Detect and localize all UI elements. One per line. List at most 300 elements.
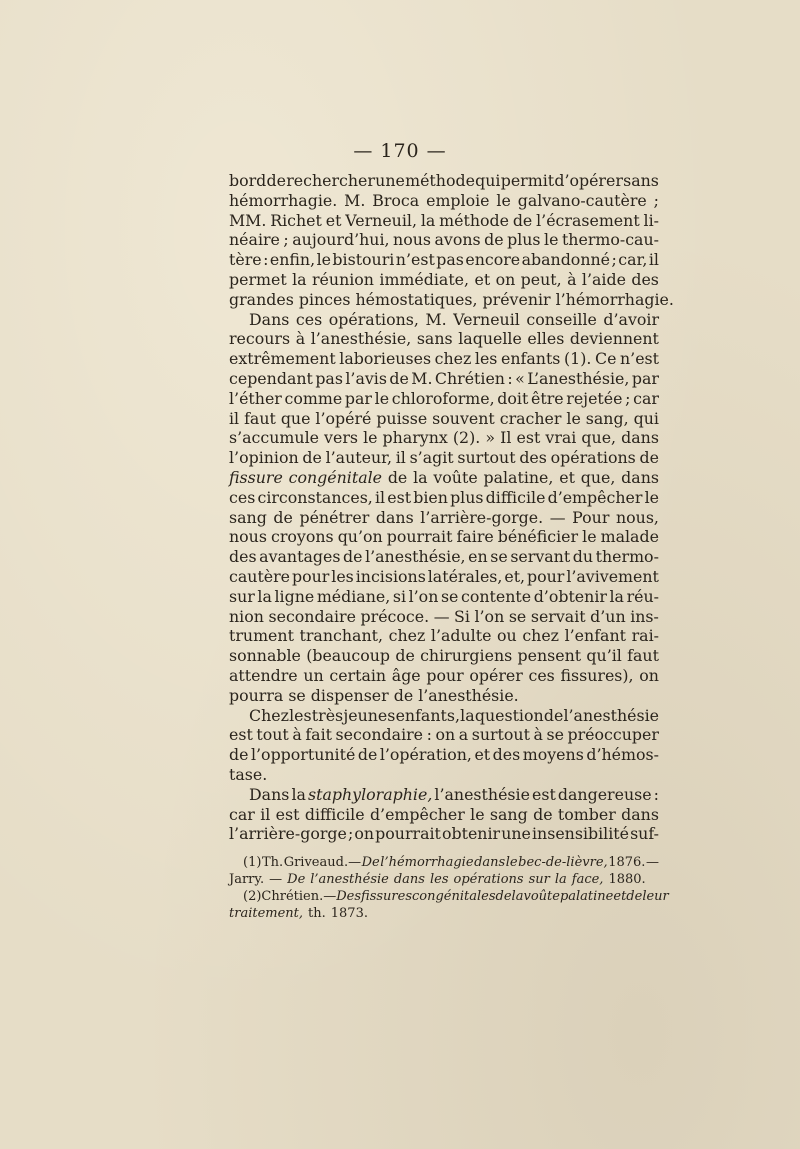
- italic-word: sur: [528, 872, 550, 887]
- word: l’on: [408, 586, 439, 606]
- italic-word: de: [626, 889, 643, 904]
- text-line: [229, 270, 659, 290]
- word: de: [273, 507, 293, 527]
- word: comme: [284, 388, 343, 408]
- italic-word: De: [287, 872, 306, 887]
- word: servait: [530, 606, 586, 626]
- word: (1).: [564, 349, 592, 369]
- word: des: [492, 745, 521, 765]
- word: Verneuil,: [345, 210, 417, 230]
- word: le: [644, 487, 659, 507]
- word: de: [639, 448, 659, 468]
- word: l’on: [474, 606, 505, 626]
- word: (beaucoup: [306, 646, 391, 666]
- text-line: [229, 567, 659, 587]
- word: l’opération,: [379, 745, 472, 765]
- word: âge: [391, 665, 421, 685]
- word: tère: [229, 250, 262, 270]
- word: permit: [500, 171, 555, 190]
- word: immédiate,: [379, 269, 470, 289]
- footnote-line: [229, 871, 659, 888]
- text-line: [229, 409, 659, 429]
- italic-word: staphyloraphie,: [308, 784, 433, 804]
- word: un: [303, 665, 324, 685]
- word: que,: [580, 467, 616, 487]
- word: surtout: [471, 725, 530, 745]
- word: permet: [229, 269, 287, 289]
- word: difficile: [485, 487, 546, 507]
- word: pour: [291, 566, 330, 586]
- italic-word: opérations: [453, 872, 524, 887]
- text-line: [229, 824, 659, 844]
- word: dans: [621, 428, 659, 448]
- word: croyons: [271, 527, 334, 547]
- word: thermo-: [595, 547, 659, 567]
- word: de: [357, 745, 378, 765]
- italic-word: les: [429, 872, 449, 887]
- word: l’arrière-gorge.: [420, 507, 544, 527]
- word: rechercher: [286, 171, 375, 190]
- italic-word: et: [613, 889, 627, 904]
- word: pour: [426, 665, 464, 685]
- word: se: [508, 606, 527, 626]
- word: doit: [497, 388, 529, 408]
- word: ;: [611, 250, 617, 270]
- word: malade: [600, 527, 659, 547]
- word: puisse: [376, 408, 428, 428]
- text-line: [229, 686, 659, 706]
- word: :: [263, 250, 269, 270]
- word: a: [458, 725, 469, 745]
- word: M.: [425, 309, 447, 329]
- word: à: [567, 269, 577, 289]
- text-line: [229, 250, 659, 270]
- italic-word: fissure: [229, 467, 283, 487]
- word: thermo-cau-: [561, 230, 659, 250]
- text-line: [229, 785, 659, 805]
- italic-word: leur: [642, 889, 669, 904]
- word: (1): [243, 855, 262, 870]
- text-line: [229, 389, 659, 409]
- word: de: [393, 685, 414, 705]
- word: l’enfant: [564, 626, 626, 646]
- word: plus: [450, 487, 484, 507]
- word: Jarry.: [229, 872, 265, 887]
- word: l’éther: [229, 388, 282, 408]
- word: d’obtenir: [533, 586, 607, 606]
- word: insensibilité: [531, 824, 629, 844]
- word: se: [440, 586, 459, 606]
- text-line: [229, 725, 659, 745]
- italic-word: palatine: [559, 889, 614, 904]
- word: aujourd’hui,: [292, 230, 390, 250]
- word: du: [572, 547, 594, 567]
- word: pénétrer: [299, 507, 370, 527]
- text-line: [229, 547, 659, 567]
- word: il: [395, 448, 406, 468]
- word: de: [395, 646, 415, 666]
- word: il: [229, 408, 240, 428]
- text-line: [229, 468, 659, 488]
- word: tranchant,: [299, 626, 384, 646]
- word: de: [543, 705, 564, 725]
- word: méthode: [439, 210, 509, 230]
- word: avantages: [259, 547, 341, 567]
- word: d’avoir: [603, 309, 659, 329]
- word: MM.: [229, 210, 267, 230]
- footnotes: [229, 854, 669, 922]
- word: à: [533, 725, 543, 745]
- word: se: [546, 725, 564, 745]
- footnote-line: [229, 854, 659, 871]
- word: sang: [489, 804, 528, 824]
- word: l’anesthésie.: [418, 685, 519, 705]
- word: de: [533, 804, 553, 824]
- word: palatine,: [483, 467, 554, 487]
- word: est: [516, 428, 541, 448]
- word: des: [631, 269, 659, 289]
- word: moyens: [522, 745, 584, 765]
- word: l’aide: [581, 269, 626, 289]
- word: ;: [653, 190, 659, 210]
- word: opérations: [550, 448, 636, 468]
- word: de: [302, 448, 322, 468]
- text-line: [229, 369, 659, 389]
- word: latérales,: [427, 566, 503, 586]
- word: —: [549, 507, 566, 527]
- word: car,: [618, 250, 648, 270]
- word: pour: [527, 566, 565, 586]
- word: par: [631, 368, 659, 388]
- word: car: [633, 388, 659, 408]
- word: vers: [324, 428, 358, 448]
- word: servant: [510, 547, 571, 567]
- word: est: [532, 784, 556, 804]
- word: chez: [434, 349, 472, 369]
- word: qu’il: [586, 646, 622, 666]
- word: souvent: [432, 408, 495, 428]
- word: dangereuse: [557, 784, 652, 804]
- word: les: [474, 349, 498, 369]
- word: tase.: [229, 764, 268, 784]
- word: la: [609, 586, 624, 606]
- word: jeunes: [343, 705, 396, 725]
- italic-word: dans: [474, 855, 506, 870]
- word: une: [375, 171, 405, 190]
- word: rai-: [631, 626, 659, 646]
- word: suf-: [630, 824, 659, 844]
- word: ins-: [630, 606, 659, 626]
- italic-word: congénitales: [412, 889, 496, 904]
- word: (2): [243, 889, 262, 904]
- word: on: [435, 725, 456, 745]
- text-line: [229, 448, 659, 468]
- word: avons: [434, 230, 481, 250]
- italic-word: de: [495, 889, 512, 904]
- word: ces: [528, 665, 555, 685]
- word: fait: [305, 725, 332, 745]
- italic-word: fissures: [361, 889, 412, 904]
- text-line: [229, 765, 659, 785]
- word: les: [331, 566, 354, 586]
- footnote-line: [229, 905, 659, 922]
- word: ;: [347, 824, 354, 844]
- word: la: [292, 269, 307, 289]
- word: qu’on: [337, 527, 383, 547]
- word: on: [495, 269, 516, 289]
- word: la: [460, 705, 475, 725]
- word: dans: [621, 804, 659, 824]
- text-line: [229, 607, 659, 627]
- word: à: [295, 329, 306, 349]
- word: galvano-cautère: [517, 190, 647, 210]
- italic-word: voûte: [523, 889, 560, 904]
- word: nous,: [615, 507, 659, 527]
- word: le: [470, 804, 485, 824]
- word: l’auteur,: [325, 448, 392, 468]
- word: Griveaud.—: [283, 855, 362, 870]
- word: pourrait: [386, 527, 453, 547]
- italic-word: dans: [393, 872, 425, 887]
- word: qui: [633, 408, 659, 428]
- word: néaire: [229, 230, 280, 250]
- word: une: [501, 824, 531, 844]
- word: chez: [522, 626, 560, 646]
- word: opérer: [469, 665, 523, 685]
- word: secondaire: [268, 606, 356, 626]
- word: on: [354, 824, 375, 844]
- word: l’anesthésie: [563, 705, 659, 725]
- word: circonstances,: [257, 487, 373, 507]
- text-line: [229, 508, 659, 528]
- word: l’avivement: [566, 566, 659, 586]
- word: on: [639, 665, 659, 685]
- word: ces: [295, 309, 323, 329]
- word: et,: [504, 566, 526, 586]
- word: n’est: [620, 349, 659, 369]
- word: Th.: [261, 855, 284, 870]
- word: enfin,: [269, 250, 316, 270]
- word: Verneuil: [453, 309, 520, 329]
- word: question: [474, 705, 544, 725]
- text-line: [229, 211, 659, 231]
- word: :: [653, 784, 659, 804]
- word: la: [413, 467, 428, 487]
- italic-word: le: [505, 855, 518, 870]
- word: des: [519, 448, 547, 468]
- word: bénéficier: [497, 527, 579, 547]
- text-line: [229, 805, 659, 825]
- word: (2).: [452, 428, 481, 448]
- word: à: [292, 725, 302, 745]
- text-line: [229, 349, 659, 369]
- word: hémostatiques,: [355, 289, 478, 309]
- italic-word: face,: [571, 872, 604, 887]
- word: enfants,: [395, 705, 460, 725]
- word: emploie: [426, 190, 490, 210]
- word: encore: [465, 250, 521, 270]
- word: Chez: [249, 705, 289, 725]
- word: l’arrière-gorge: [229, 824, 347, 844]
- word: certain: [329, 665, 387, 685]
- word: abandonné: [521, 250, 611, 270]
- text-line: [229, 646, 659, 666]
- word: et: [325, 210, 342, 230]
- word: l’opportunité: [250, 745, 356, 765]
- word: 1876.: [608, 855, 646, 870]
- word: de: [343, 547, 363, 567]
- word: 1880.: [608, 872, 646, 887]
- word: l’anesthésie,: [365, 547, 466, 567]
- text-line: [229, 626, 659, 646]
- word: les: [289, 705, 312, 725]
- word: le: [374, 388, 390, 408]
- italic-word: l’hémorrhagie: [380, 855, 474, 870]
- word: et: [474, 269, 491, 289]
- word: :: [426, 725, 432, 745]
- word: Dans: [249, 309, 290, 329]
- word: si: [392, 586, 407, 606]
- word: d’hémos-: [586, 745, 659, 765]
- word: l’adulte: [430, 626, 492, 646]
- italic-word: la: [554, 872, 567, 887]
- word: sans: [623, 171, 659, 190]
- word: méthode: [405, 171, 475, 190]
- word: tomber: [557, 804, 616, 824]
- word: en: [468, 547, 488, 567]
- word: attendre: [229, 665, 298, 685]
- word: chirurgiens: [420, 646, 513, 666]
- word: li-: [643, 210, 659, 230]
- word: et: [559, 467, 575, 487]
- italic-word: congénitale: [288, 467, 383, 487]
- word: L’anesthésie,: [527, 368, 630, 388]
- word: d’empêcher: [547, 487, 643, 507]
- word: pourra: [229, 685, 284, 705]
- word: cautère: [229, 566, 291, 586]
- word: de: [266, 171, 286, 190]
- word: ces: [229, 487, 256, 507]
- word: le: [566, 408, 581, 428]
- word: cependant: [229, 368, 313, 388]
- word: opérations,: [328, 309, 419, 329]
- word: hémorrhagie.: [229, 190, 338, 210]
- word: prévenir: [482, 289, 551, 309]
- word: est: [229, 725, 253, 745]
- word: 1873.: [330, 906, 368, 921]
- word: Chrétien: [434, 368, 505, 388]
- word: M.: [344, 190, 366, 210]
- word: bistouri: [332, 250, 395, 270]
- italic-word: l’anesthésie: [310, 872, 389, 887]
- word: l’écrasement: [536, 210, 640, 230]
- word: grandes: [229, 289, 294, 309]
- word: chez: [388, 626, 426, 646]
- word: d’opérer: [554, 171, 623, 190]
- word: le: [316, 250, 331, 270]
- word: conseille: [526, 309, 597, 329]
- word: par: [344, 388, 372, 408]
- word: vrai: [545, 428, 577, 448]
- word: est: [275, 804, 300, 824]
- text-line: [229, 745, 659, 765]
- word: nion: [229, 606, 264, 626]
- word: surtout: [457, 448, 516, 468]
- word: est: [387, 487, 412, 507]
- word: préoccuper: [567, 725, 659, 745]
- word: rejetée: [566, 388, 623, 408]
- word: de: [229, 745, 249, 765]
- text-line: [229, 666, 659, 686]
- word: elles: [527, 329, 565, 349]
- word: extrêmement: [229, 349, 336, 369]
- word: tout: [256, 725, 289, 745]
- word: se: [490, 547, 508, 567]
- text-line: [229, 230, 659, 250]
- word: ou: [497, 626, 517, 646]
- word: pas: [436, 250, 464, 270]
- word: sang,: [585, 408, 629, 428]
- word: l’anesthésie,: [310, 329, 412, 349]
- text-line: [229, 488, 659, 508]
- word: chloroforme,: [391, 388, 495, 408]
- word: précoce.: [360, 606, 430, 626]
- word: il: [374, 487, 386, 507]
- text-line: [229, 191, 659, 211]
- word: de: [512, 210, 533, 230]
- word: et: [474, 745, 491, 765]
- word: obtenir: [441, 824, 501, 844]
- word: recours: [229, 329, 291, 349]
- word: Richet: [270, 210, 322, 230]
- italic-word: Des: [336, 889, 362, 904]
- word: contente: [461, 586, 532, 606]
- word: pourrait: [375, 824, 441, 844]
- text-line: [229, 171, 659, 191]
- word: la: [257, 586, 272, 606]
- word: nous: [393, 230, 431, 250]
- word: —: [433, 606, 450, 626]
- word: l’anesthésie: [434, 784, 530, 804]
- word: bord: [229, 171, 267, 190]
- word: réu-: [626, 586, 659, 606]
- word: ;: [625, 388, 631, 408]
- word: sur: [229, 586, 255, 606]
- word: Il: [500, 428, 512, 448]
- word: deviennent: [569, 329, 659, 349]
- word: voûte: [433, 467, 478, 487]
- word: de: [387, 467, 408, 487]
- word: ligne: [274, 586, 315, 606]
- word: nous: [229, 527, 267, 547]
- word: ;: [283, 230, 289, 250]
- word: enfants: [501, 349, 561, 369]
- word: qui: [475, 171, 501, 190]
- text-line: [229, 587, 659, 607]
- word: sans: [416, 329, 453, 349]
- word: Chrétien.—: [261, 889, 337, 904]
- word: fissures),: [560, 665, 634, 685]
- text-line: [229, 428, 659, 448]
- word: le: [582, 527, 597, 547]
- word: faire: [456, 527, 494, 547]
- word: s’agit: [409, 448, 454, 468]
- word: th.: [308, 906, 326, 921]
- footnote-line: [229, 888, 669, 905]
- word: —: [269, 872, 283, 887]
- word: dans: [621, 467, 659, 487]
- word: la: [420, 210, 436, 230]
